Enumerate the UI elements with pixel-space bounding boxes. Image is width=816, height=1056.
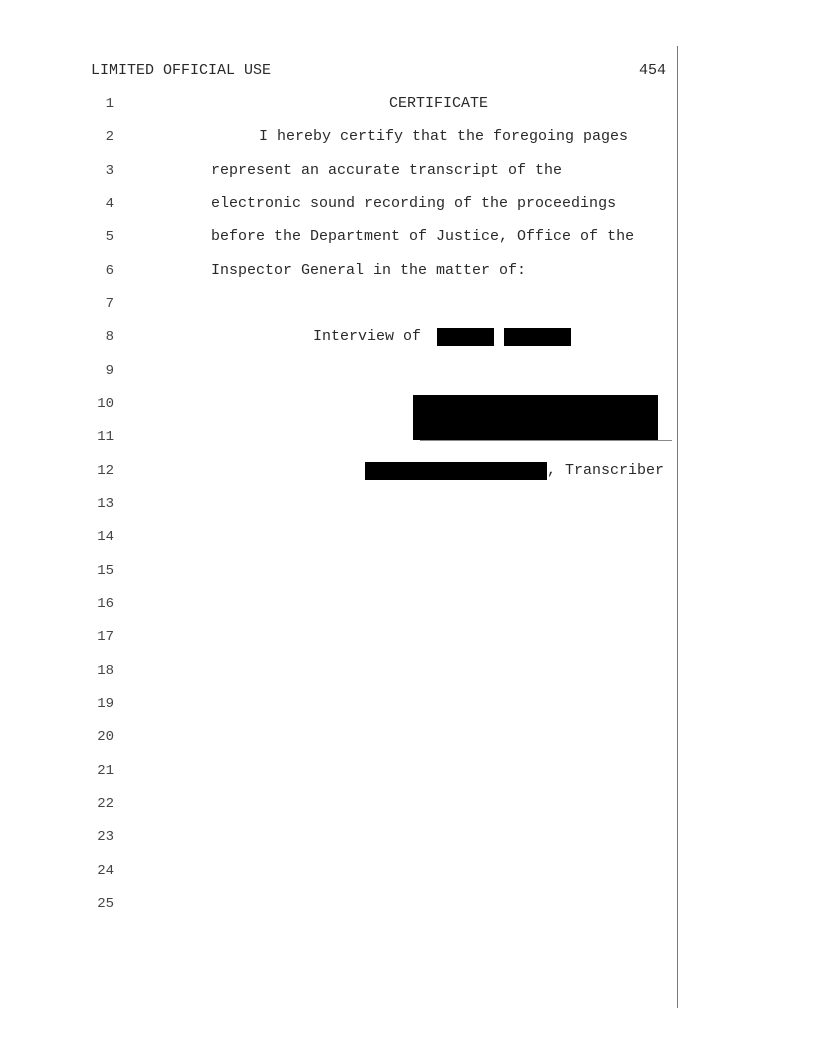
redacted-transcriber-name <box>365 462 547 480</box>
transcriber-label: , Transcriber <box>547 462 665 479</box>
line-number: 3 <box>105 163 114 179</box>
redacted-last-name <box>504 328 571 346</box>
line-number: 7 <box>105 296 114 312</box>
interview-label: Interview of <box>313 328 422 345</box>
line-number: 9 <box>105 363 114 379</box>
line-number: 15 <box>97 563 114 579</box>
redacted-signature-block <box>413 395 658 440</box>
line-number: 14 <box>97 529 114 545</box>
line-number: 21 <box>97 763 114 779</box>
certificate-title: CERTIFICATE <box>389 95 489 112</box>
certification-line-2: represent an accurate transcript of the <box>211 162 563 179</box>
signature-line <box>420 440 672 441</box>
line-number: 2 <box>105 129 114 145</box>
line-number: 20 <box>97 729 114 745</box>
line-number: 12 <box>97 463 114 479</box>
certification-line-4: before the Department of Justice, Office of the <box>211 228 635 245</box>
line-number: 23 <box>97 829 114 845</box>
page-number: 454 <box>638 62 666 79</box>
line-number: 19 <box>97 696 114 712</box>
line-number: 10 <box>97 396 114 412</box>
classification-header: LIMITED OFFICIAL USE <box>91 62 272 79</box>
certification-line-5: Inspector General in the matter of: <box>211 262 527 279</box>
line-number: 13 <box>97 496 114 512</box>
line-number: 16 <box>97 596 114 612</box>
certification-line-3: electronic sound recording of the proceedings <box>211 195 617 212</box>
line-number: 8 <box>105 329 114 345</box>
line-number: 11 <box>97 429 114 445</box>
line-number: 1 <box>105 96 114 112</box>
right-margin-rule <box>677 46 678 1008</box>
line-number: 6 <box>105 263 114 279</box>
line-number: 4 <box>105 196 114 212</box>
line-number: 25 <box>97 896 114 912</box>
certification-line-1: I hereby certify that the foregoing pages <box>259 128 629 145</box>
redacted-first-name <box>437 328 494 346</box>
line-number: 22 <box>97 796 114 812</box>
line-number: 17 <box>97 629 114 645</box>
line-number: 18 <box>97 663 114 679</box>
line-number: 5 <box>105 229 114 245</box>
line-number: 24 <box>97 863 114 879</box>
